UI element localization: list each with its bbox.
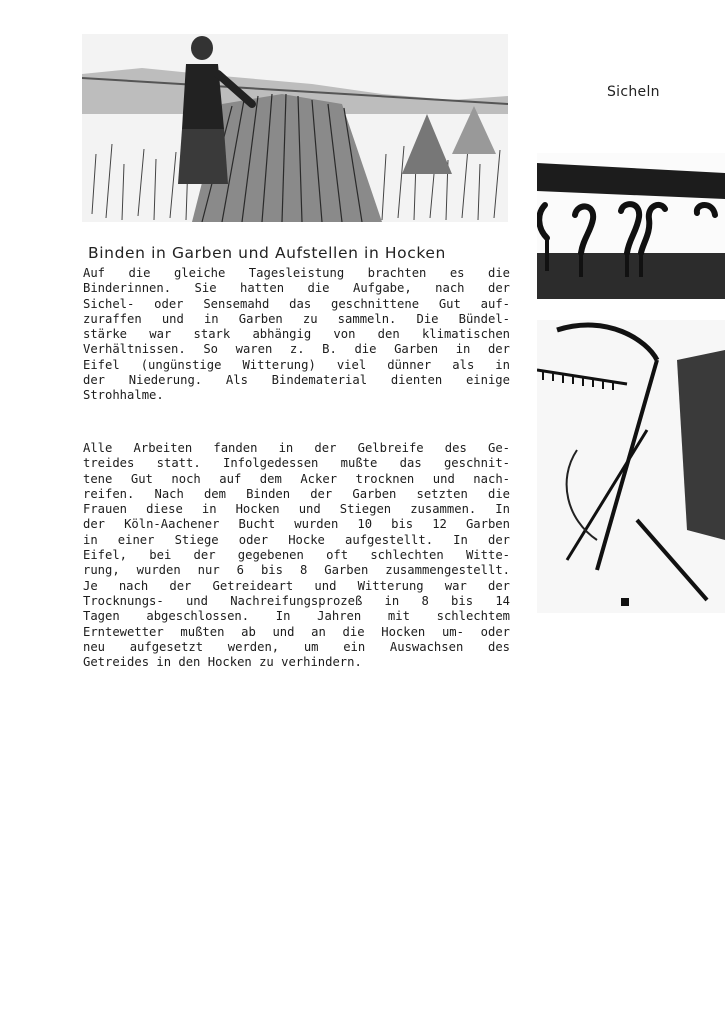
text-line: treides statt. Infolgedessen mußte das geschnit- [83, 456, 510, 471]
text-line: zuraffen und in Garben zu sammeln. Die Bündel- [83, 311, 510, 326]
text-line: Auf die gleiche Tagesleistung brachten es die [83, 266, 510, 280]
text-line: tene Gut noch auf dem Acker trocknen und nach- [83, 471, 510, 486]
text-line: Eifel (ungünstige Witterung) viel dünner als in [83, 357, 510, 372]
text-line: rung, wurden nur 6 bis 8 Garben zusammengestellt. [83, 563, 510, 578]
text-line: Binderinnen. Sie hatten die Aufgabe, nach der [83, 281, 510, 296]
text-line: Verhältnissen. So waren z. B. die Garben in der [83, 342, 510, 357]
paragraph-binding [83, 266, 510, 404]
scythes-photo [537, 320, 725, 613]
paragraph-drying [83, 441, 510, 670]
text-line: Tagen abgeschlossen. In Jahren mit schlechtem [83, 609, 510, 624]
text-line: Sichel- oder Sensemahd das geschnittene Gut auf- [83, 296, 510, 311]
text-line: der Niederung. Als Bindematerial dienten einige [83, 373, 510, 388]
sickles-photo-drawing [537, 153, 725, 299]
text-line: Getreides in den Hocken zu verhindern. [83, 655, 362, 670]
text-line: Frauen diese in Hocken und Stiegen zusammen. In [83, 502, 510, 517]
text-line: Eifel, bei der gegebenen oft schlechten Witte- [83, 548, 510, 563]
harvest-photo [82, 34, 508, 222]
text-line: in einer Stiege oder Hocke aufgestellt. In der [83, 532, 510, 547]
scythes-photo-drawing [537, 320, 725, 613]
text-line: Strohhalme. [83, 388, 164, 403]
text-line: Je nach der Getreideart und Witterung war der [83, 578, 510, 593]
section-heading: Binden in Garben und Aufstellen in Hocken [88, 244, 446, 262]
text-line: der Köln-Aachener Bucht wurden 10 bis 12 Garben [83, 517, 510, 532]
side-caption-sickles: Sicheln [607, 84, 660, 100]
text-line: neu aufgesetzt werden, um ein Auswachsen des [83, 639, 510, 654]
text-line: stärke war stark abhängig von den klimatischen [83, 327, 510, 342]
text-line: reifen. Nach dem Binden der Garben setzten die [83, 486, 510, 501]
sickles-photo [537, 153, 725, 299]
harvest-photo-drawing [82, 34, 508, 222]
text-line: Erntewetter mußten ab und an die Hocken um- oder [83, 624, 510, 639]
text-line: Trocknungs- und Nachreifungsprozeß in 8 bis 14 [83, 593, 510, 608]
text-line: Alle Arbeiten fanden in der Gelbreife des Ge- [83, 441, 510, 455]
